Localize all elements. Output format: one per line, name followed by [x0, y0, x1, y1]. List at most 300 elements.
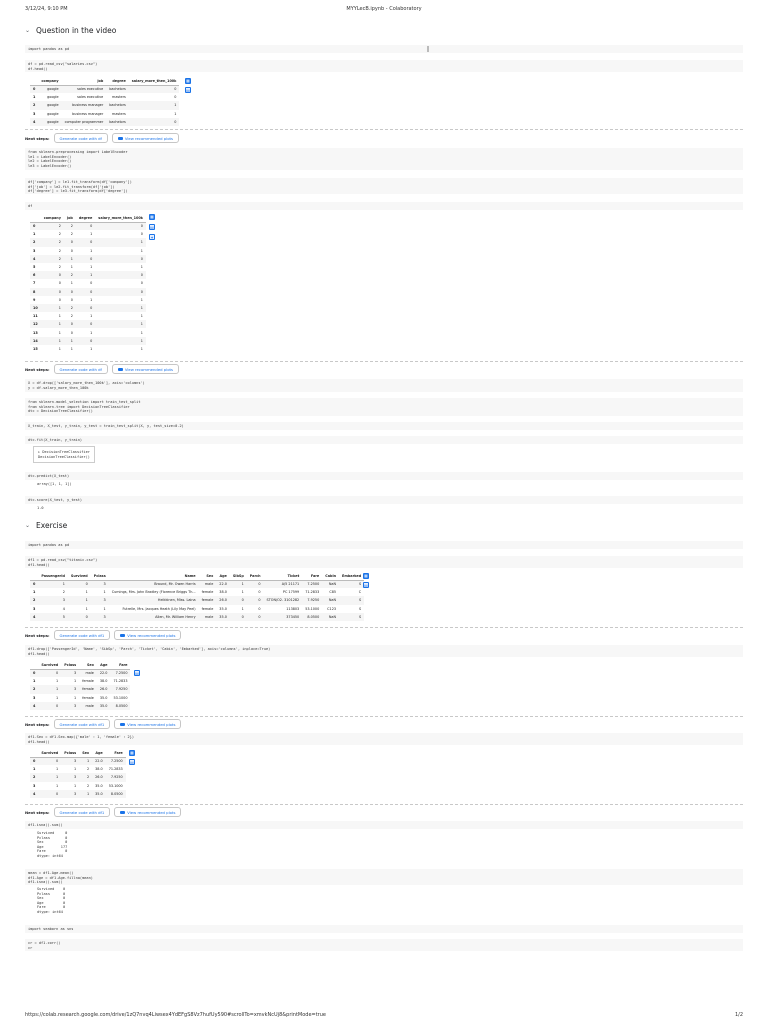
table-cell: 38.0	[95, 767, 103, 772]
print-footer	[25, 1012, 743, 1022]
table-cell: 2	[64, 304, 76, 312]
row-index: 0	[30, 222, 41, 230]
table-cell: 53.1000	[113, 695, 128, 700]
row-index: 3	[33, 111, 36, 116]
column-header: Fare	[106, 749, 126, 757]
table-cell: 3	[61, 790, 79, 798]
table-cell: google	[38, 101, 61, 109]
table-row	[30, 765, 126, 773]
table-cell: 2	[79, 773, 92, 781]
table-cell: 1	[90, 265, 93, 270]
table-cell: 1	[58, 330, 61, 335]
row-index: 2	[30, 773, 38, 781]
column-header: Survived	[38, 661, 61, 669]
table-cell: NaN	[322, 596, 339, 604]
table-cell: 8.0500	[106, 790, 126, 798]
code-cell[interactable]: import pandas as pd	[25, 45, 743, 53]
table-cell: Cumings, Mrs. John Bradley (Florence Briggs Th...	[111, 590, 196, 595]
column-header: Age	[216, 572, 230, 580]
table-cell: 2	[64, 222, 76, 230]
row-index: 0	[30, 669, 38, 677]
table-cell: 1	[38, 773, 61, 781]
table-cell: 2	[58, 232, 61, 237]
chevron-down-icon[interactable]: ⌄	[25, 27, 31, 34]
scroll-indicator	[427, 46, 429, 52]
table-cell: 35.0	[95, 783, 103, 788]
table-cell: 1	[90, 297, 93, 302]
next-steps: Next steps: Generate code with df View recommended plots	[25, 364, 179, 374]
table-row	[30, 782, 126, 790]
table-cell: bachelors	[106, 101, 129, 109]
row-index: 0	[30, 85, 38, 93]
table-cell: 3	[61, 702, 79, 710]
table-cell: 0	[58, 281, 61, 286]
table-cell: 0	[247, 596, 264, 604]
chart-icon[interactable]: ▤	[186, 88, 190, 93]
table-view-icon[interactable]: ▦	[364, 573, 368, 578]
table-cell: 26.0	[92, 773, 106, 781]
row-index: 3	[33, 695, 36, 700]
table-cell: 1	[85, 606, 88, 611]
table-cell: 22.0	[216, 580, 230, 588]
table-cell: 0	[70, 248, 73, 253]
column-header: SibSp	[230, 572, 247, 580]
plots-icon	[118, 137, 123, 140]
table-cell: 1	[95, 238, 146, 246]
view-plots-button[interactable]: View recommended plots	[114, 807, 181, 817]
table-cell: bachelors	[106, 118, 129, 126]
table-cell: 53.1000	[108, 783, 123, 788]
chart-icon[interactable]: ▤	[150, 225, 154, 230]
print-header	[25, 6, 743, 16]
row-index: 1	[33, 232, 36, 237]
magic-wand-icon[interactable]: ✦	[150, 235, 154, 240]
row-index: 2	[30, 238, 41, 246]
table-cell: 1	[64, 255, 76, 263]
table-cell: bachelors	[106, 85, 129, 93]
row-index: 0	[30, 580, 38, 588]
table-row	[30, 702, 130, 710]
table-cell: google	[38, 85, 61, 93]
table-cell: sales executive	[77, 95, 104, 100]
table-cell: S	[359, 606, 362, 611]
column-header: PassengerId	[38, 572, 68, 580]
table-row	[30, 345, 146, 353]
table-cell: 1	[241, 606, 244, 611]
table-cell: 1	[76, 271, 95, 279]
table-cell: 1	[140, 346, 143, 351]
table-row	[30, 773, 126, 781]
table-cell: 1	[90, 314, 93, 319]
code-cell[interactable]: import pandas as pd	[25, 541, 743, 549]
table-cell: 7.9250	[110, 685, 130, 693]
table-cell: 3	[61, 669, 79, 677]
row-index: 1	[33, 767, 36, 772]
table-cell: 0	[68, 580, 91, 588]
table-cell: C123	[327, 606, 337, 611]
table-cell: 2	[64, 271, 76, 279]
table-cell: 0	[230, 596, 247, 604]
table-cell: 1	[90, 232, 93, 237]
table-cell: 1	[103, 606, 106, 611]
plots-icon	[118, 368, 123, 371]
table-cell: male	[79, 669, 97, 677]
isna-output: Survived 0 Pclass 0 Sex 0 Age 177 Fare 0 dtype: int64	[37, 831, 68, 858]
table-cell: 0	[70, 297, 73, 302]
dataframe-table	[30, 77, 179, 126]
table-cell: 2	[70, 314, 73, 319]
table-row	[30, 605, 364, 613]
model-output[interactable]: ▸ DecisionTreeClassifier DecisionTreeClassifier()	[33, 446, 95, 463]
table-cell: 3	[91, 613, 109, 621]
table-cell: 2	[62, 590, 65, 595]
generate-code-button[interactable]: Generate code with df1	[54, 807, 111, 817]
table-cell: 0	[174, 95, 177, 100]
table-row	[30, 85, 179, 93]
table-cell: 2	[70, 232, 73, 237]
table-row	[30, 304, 146, 312]
column-header	[30, 214, 41, 222]
column-header: degree	[106, 77, 129, 85]
row-index: 4	[30, 613, 38, 621]
column-header: salary_more_then_100k	[129, 77, 180, 85]
generate-code-button[interactable]: Generate code with df1	[54, 719, 111, 729]
table-cell: 113803	[286, 606, 300, 611]
table-row	[30, 694, 130, 702]
code-cell[interactable]: mean = df1.Age.mean() df1.Age = df1.Age.fillna(mean) df1.isna().sum()	[25, 869, 743, 885]
table-cell: NaN	[322, 613, 339, 621]
table-row	[30, 118, 179, 126]
table-cell: 1	[56, 679, 59, 684]
code-cell[interactable]: dtc.predict(X_test)	[25, 472, 743, 480]
table-cell: 0	[95, 271, 146, 279]
row-index: 9	[33, 297, 36, 302]
row-index: 14	[30, 337, 41, 345]
row-index: 3	[33, 248, 36, 253]
table-cell: female	[201, 590, 214, 595]
table-cell: 0	[76, 222, 95, 230]
code-cell[interactable]: from sklearn.model_selection import train_test_split from sklearn.tree import DecisionTreeClassifier dtc = DecisionTreeClassifier()	[25, 398, 743, 416]
table-cell: 0	[247, 580, 264, 588]
table-row	[30, 247, 146, 255]
column-header: Pclass	[61, 661, 79, 669]
table-cell: 1	[95, 304, 146, 312]
dataframe-table	[30, 661, 130, 710]
row-index: 10	[30, 304, 41, 312]
row-index: 3	[33, 606, 36, 611]
table-row	[30, 222, 146, 230]
table-cell: S	[339, 580, 364, 588]
section-title: Question in the video	[36, 26, 117, 35]
table-cell: 35.0	[219, 606, 227, 611]
table-cell: 1	[140, 330, 143, 335]
table-cell: masters	[112, 95, 126, 100]
table-cell: 3	[61, 773, 79, 781]
table-cell: male	[79, 702, 97, 710]
table-row	[30, 271, 146, 279]
table-cell: S	[339, 596, 364, 604]
section-header-exercise[interactable]	[25, 521, 67, 530]
table-cell: computer programmer	[62, 118, 107, 126]
code-cell[interactable]: df1.Sex = df1.Sex.map({'male' : 1, 'female' : 2}) df1.head()	[25, 733, 743, 745]
view-plots-button[interactable]: View recommended plots	[112, 364, 179, 374]
table-cell: 3	[91, 580, 109, 588]
table-cell: 4	[62, 606, 65, 611]
row-index: 2	[30, 685, 38, 693]
row-index: 2	[30, 101, 38, 109]
generate-code-button[interactable]: Generate code with df	[54, 364, 108, 374]
table-cell: 7.9250	[106, 773, 126, 781]
print-datetime: 3/12/24, 9:10 PM	[25, 6, 68, 12]
table-cell: 0	[258, 606, 261, 611]
table-cell: 0	[41, 288, 64, 296]
table-header-row	[30, 749, 126, 757]
table-cell: 0	[64, 288, 76, 296]
table-cell: 0	[230, 613, 247, 621]
column-header: job	[62, 77, 107, 85]
next-steps: Next steps: Generate code with df1 View recommended plots	[25, 719, 181, 729]
table-cell: 0	[90, 281, 93, 286]
table-cell: 8.0500	[302, 613, 322, 621]
table-cell: 1	[56, 695, 59, 700]
chart-icon[interactable]: ▤	[130, 760, 134, 765]
table-cell: 1	[74, 695, 77, 700]
table-cell: 1	[70, 265, 73, 270]
table-cell: 1	[74, 679, 77, 684]
row-index: 4	[30, 255, 41, 263]
column-header: job	[64, 214, 76, 222]
table-cell: 0	[76, 320, 95, 328]
code-cell[interactable]: df['company'] = le1.fit_transform(df['company']) df['job'] = le2.fit_transform(df['job']) df['degree'] = le3.fit_transform(df['degree'])	[25, 178, 743, 194]
table-cell: female	[199, 596, 217, 604]
table-row	[30, 238, 146, 246]
next-steps: Next steps: Generate code with df1 View recommended plots	[25, 807, 181, 817]
table-cell: 3	[38, 596, 68, 604]
column-header	[30, 572, 38, 580]
table-cell: female	[82, 695, 94, 700]
table-cell: 38.0	[219, 590, 227, 595]
table-row	[30, 328, 146, 336]
table-cell: 0	[76, 238, 95, 246]
table-row	[30, 288, 146, 296]
table-row	[30, 757, 126, 765]
view-plots-button[interactable]: View recommended plots	[112, 133, 179, 143]
code-cell[interactable]: df	[25, 202, 743, 210]
table-cell: 1	[58, 314, 61, 319]
generate-code-button[interactable]: Generate code with df	[54, 133, 108, 143]
table-cell: female	[82, 679, 94, 684]
table-view-icon[interactable]: ▦	[130, 750, 134, 755]
table-cell: 1	[85, 590, 88, 595]
table-cell: 2	[58, 248, 61, 253]
table-cell: business manager	[72, 111, 104, 116]
table-cell: female	[79, 685, 97, 693]
row-index: 5	[33, 265, 36, 270]
table-cell: 5	[38, 613, 68, 621]
table-cell: 3	[61, 685, 79, 693]
predict-output: array([1, 1, 1])	[37, 482, 72, 486]
table-cell: 26.0	[97, 685, 111, 693]
plots-icon	[120, 634, 125, 637]
table-cell: 22.0	[97, 669, 111, 677]
column-header: Ticket	[264, 572, 303, 580]
table-row	[30, 790, 126, 798]
view-plots-button[interactable]: View recommended plots	[114, 719, 181, 729]
table-cell: 0	[58, 297, 61, 302]
table-header-row	[30, 661, 130, 669]
row-index: 3	[33, 783, 36, 788]
table-header-row	[30, 572, 364, 580]
section-header-video[interactable]	[25, 26, 116, 35]
column-header: Sex	[199, 572, 217, 580]
table-cell: A/5 21171	[264, 580, 303, 588]
table-cell: 26.0	[216, 596, 230, 604]
row-index: 1	[33, 590, 36, 595]
table-cell: 38.0	[99, 679, 108, 684]
section-title: Exercise	[36, 521, 68, 530]
table-row	[30, 263, 146, 271]
table-row	[30, 588, 364, 596]
row-index: 6	[30, 271, 41, 279]
column-header	[30, 749, 38, 757]
column-header: Fare	[302, 572, 322, 580]
table-cell: 0	[129, 118, 180, 126]
code-cell[interactable]: df = pd.read_csv("salaries.csv") df.head()	[25, 60, 743, 72]
chevron-down-icon[interactable]: ⌄	[25, 522, 31, 529]
table-cell: google	[38, 118, 61, 126]
table-cell: 1	[74, 767, 77, 772]
table-cell: 2	[86, 767, 90, 772]
column-header: salary_more_then_100k	[95, 214, 146, 222]
row-index: 2	[30, 596, 38, 604]
table-cell: 0	[64, 320, 76, 328]
column-header: Survived	[68, 572, 91, 580]
table-cell: 1	[90, 248, 93, 253]
table-row	[30, 337, 146, 345]
table-cell: 8.0500	[110, 702, 130, 710]
table-cell: 0	[140, 232, 143, 237]
table-cell: 1	[174, 111, 177, 116]
table-row	[30, 320, 146, 328]
table-cell: 0	[258, 590, 261, 595]
print-url: https://colab.research.google.com/drive/1zQ7nvq4Liwsex4YdEFgS8Vz7hufUy590#scrollTo=xmvkNcUj8&printMode=true	[25, 1012, 326, 1018]
table-cell: Futrelle, Mrs. Jacques Heath (Lily May Peel)	[122, 606, 196, 611]
table-cell: 0	[38, 757, 61, 765]
row-index: 12	[30, 320, 41, 328]
chart-icon[interactable]: ▤	[135, 671, 139, 676]
table-cell: 1	[70, 281, 73, 286]
table-header-row	[30, 214, 146, 222]
table-cell: 7.2500	[110, 669, 130, 677]
table-cell: google	[47, 111, 59, 116]
table-cell: STON/O2. 3101282	[264, 596, 303, 604]
table-cell: 1	[79, 757, 92, 765]
table-cell: 7.2500	[106, 757, 126, 765]
table-row	[30, 93, 179, 101]
table-cell: 0	[38, 790, 61, 798]
generate-code-button[interactable]: Generate code with df1	[54, 630, 111, 640]
table-cell: male	[199, 613, 217, 621]
row-index: 11	[33, 314, 38, 319]
code-cell[interactable]: import seaborn as sns	[25, 925, 743, 933]
code-cell[interactable]: dtc.fit(X_train, y_train)	[25, 436, 743, 444]
table-cell: 0	[129, 85, 180, 93]
code-cell[interactable]: from sklearn.preprocessing import LabelEncoder le1 = LabelEncoder() le2 = LabelEncoder() le3 = LabelEncoder()	[25, 148, 743, 170]
table-cell: Allen, Mr. William Henry	[109, 613, 199, 621]
table-cell: 1	[103, 590, 106, 595]
code-cell[interactable]: X = df.drop(['salary_more_then_100k'], axis='columns') y = df.salary_more_then_100k	[25, 379, 743, 392]
table-cell: 1	[58, 346, 61, 351]
table-row	[30, 230, 146, 238]
code-cell[interactable]: X_train, X_test, y_train, y_test = train_test_split(X, y, test_size=0.2)	[25, 422, 743, 430]
code-cell[interactable]: df1 = pd.read_csv("titanic.csv") df1.head()	[25, 556, 743, 568]
table-cell: 7.2500	[302, 580, 322, 588]
table-cell: 1	[140, 297, 143, 302]
table-cell: 0	[95, 255, 146, 263]
column-header: degree	[76, 214, 95, 222]
table-cell: 1	[41, 337, 64, 345]
table-cell: 1	[70, 346, 73, 351]
table-cell: 0	[76, 255, 95, 263]
column-header: Pclass	[91, 572, 109, 580]
code-cell[interactable]: cr = df1.corr() cr	[25, 939, 743, 951]
column-header: Parch	[247, 572, 264, 580]
table-header-row	[30, 77, 179, 85]
row-index: 4	[30, 702, 38, 710]
code-cell[interactable]: df1.drop(['PassengerId', 'Name', 'SibSp', 'Parch', 'Ticket', 'Cabin', 'Embarked'], axis='columns', inplace=True) df1.head()	[25, 645, 743, 657]
column-header: Sex	[79, 749, 92, 757]
table-cell: 35.0	[216, 613, 230, 621]
table-view-icon[interactable]: ▦	[186, 78, 190, 83]
score-output: 1.0	[37, 506, 44, 510]
code-cell[interactable]: dtc.score(X_test, y_test)	[25, 496, 743, 504]
table-cell: 35.0	[97, 702, 111, 710]
chart-icon[interactable]: ▤	[364, 583, 368, 588]
table-cell: 3	[91, 596, 109, 604]
table-cell: male	[199, 580, 217, 588]
table-cell: 0	[41, 271, 64, 279]
table-cell: 1	[90, 346, 93, 351]
table-cell: PC 17599	[282, 590, 300, 595]
row-index: 15	[33, 346, 38, 351]
table-cell: 0	[38, 702, 61, 710]
table-cell: 22.0	[92, 757, 106, 765]
column-header: Embarked	[339, 572, 364, 580]
table-cell: 3	[61, 757, 79, 765]
table-cell: sales executive	[62, 85, 107, 93]
dataframe-table	[30, 749, 126, 798]
table-cell: 1	[74, 783, 77, 788]
table-cell: 2	[41, 255, 64, 263]
table-cell: 0	[76, 304, 95, 312]
table-cell: 1	[241, 590, 244, 595]
view-plots-button[interactable]: View recommended plots	[114, 630, 181, 640]
table-cell: 1	[140, 248, 143, 253]
table-cell: 1	[95, 320, 146, 328]
table-cell: 0	[38, 669, 61, 677]
table-cell: 1	[38, 685, 61, 693]
table-cell: masters	[112, 111, 126, 116]
table-cell: 1	[41, 320, 64, 328]
row-index: 1	[33, 95, 36, 100]
isna-output: Survived 0 Pclass 0 Sex 0 Age 0 Fare 0 dtype: int64	[37, 887, 66, 914]
table-cell: C	[358, 590, 362, 595]
table-view-icon[interactable]: ▦	[150, 214, 154, 219]
code-cell[interactable]: df1.isna().sum()	[25, 821, 743, 829]
column-header: Cabin	[322, 572, 339, 580]
table-cell: S	[339, 613, 364, 621]
table-cell: 0	[76, 288, 95, 296]
